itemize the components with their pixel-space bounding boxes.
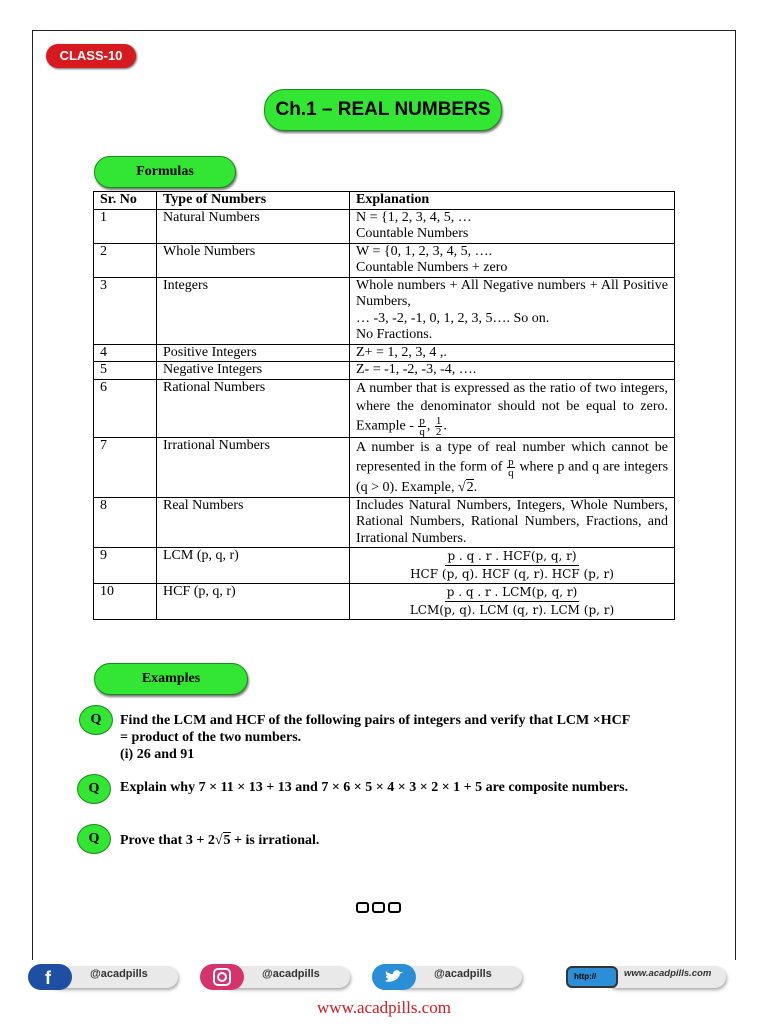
explanation xyxy=(350,548,675,584)
fraction-numerator: p xyxy=(419,414,425,427)
facebook-handle: @acadpills xyxy=(90,968,148,980)
formula-denominator: LCM(p, q). LCM (q, r). LCM (p, r) xyxy=(409,603,615,617)
table-row xyxy=(94,548,675,584)
row-number: 9 xyxy=(94,548,157,584)
row-number: 5 xyxy=(94,362,157,380)
formula-denominator: HCF (p, q). HCF (q, r). HCF (p, r) xyxy=(410,567,614,581)
fraction xyxy=(418,416,426,437)
explanation xyxy=(350,277,675,344)
question-3 xyxy=(120,832,640,849)
explanation-text: where p and q are integers (q > 0). Example, xyxy=(356,459,669,495)
question-text: + is irrational. xyxy=(230,833,320,848)
column-header: Sr. No xyxy=(94,192,157,210)
number-type: Real Numbers xyxy=(157,497,350,548)
website-handle: www.acadpills.com xyxy=(624,968,712,979)
fraction-denominator: 2 xyxy=(435,425,442,438)
fraction-denominator: q xyxy=(419,425,425,438)
explanation xyxy=(350,584,675,620)
formulas-table xyxy=(93,191,675,620)
chapter-title: Ch.1 – REAL NUMBERS xyxy=(264,89,502,131)
fraction-numerator: 1 xyxy=(435,414,442,427)
end-box xyxy=(356,902,369,913)
formulas-heading: Formulas xyxy=(94,156,236,188)
question-badge: Q xyxy=(77,824,111,854)
explanation-line: … -3, -2, -1, 0, 1, 2, 3, 5…. So on. xyxy=(356,310,550,326)
number-type: Negative Integers xyxy=(157,362,350,380)
explanation xyxy=(350,362,675,380)
instagram-link[interactable] xyxy=(200,964,352,990)
examples-heading: Examples xyxy=(94,663,248,695)
explanation-text: A number that is expressed as the ratio of two integers, where the denominator should not be equal to zero. Example - xyxy=(356,380,668,434)
number-type: Rational Numbers xyxy=(157,379,350,437)
table-row xyxy=(94,584,675,620)
fraction xyxy=(435,416,443,437)
fraction-numerator: p xyxy=(508,455,514,468)
end-marker xyxy=(356,902,401,913)
number-type: LCM (p, q, r) xyxy=(157,548,350,584)
explanation-line: Whole numbers + All Negative numbers + All Positive Numbers, xyxy=(356,277,668,309)
explanation xyxy=(350,209,675,243)
formula-numerator: p . q . r . LCM(p, q, r) xyxy=(445,584,580,602)
explanation-line: No Fractions. xyxy=(356,327,433,342)
lcm-formula xyxy=(356,548,668,583)
explanation-text: A number is a type of real number which cannot be represented in the form of xyxy=(356,439,668,475)
sqrt-value: 2 xyxy=(466,479,474,495)
question-badge: Q xyxy=(79,705,113,735)
number-type: Irrational Numbers xyxy=(157,437,350,497)
number-type: Whole Numbers xyxy=(157,243,350,277)
number-type: Integers xyxy=(157,277,350,344)
table-row xyxy=(94,344,675,362)
facebook-icon xyxy=(28,964,72,990)
row-number: 2 xyxy=(94,243,157,277)
website-link[interactable] xyxy=(566,964,730,990)
table-header-row xyxy=(94,192,675,210)
twitter-handle: @acadpills xyxy=(434,968,492,980)
row-number: 10 xyxy=(94,584,157,620)
question-part: (i) 26 and 91 xyxy=(120,747,195,762)
question-text: Prove that 3 + 2 xyxy=(120,833,215,848)
sqrt-symbol: √ xyxy=(214,833,223,848)
explanation-line: W = {0, 1, 2, 3, 4, 5, …. xyxy=(356,243,493,259)
twitter-link[interactable] xyxy=(372,964,524,990)
number-type: HCF (p, q, r) xyxy=(157,584,350,620)
table-row xyxy=(94,379,675,437)
end-box xyxy=(372,902,385,913)
explanation: A number that is expressed as the ratio of two integers, where the denominator should not be equal to zero. Example - $\frac{p}{q}$ , $\frac{1}{2}$ . xyxy=(350,379,675,437)
table-row xyxy=(94,243,675,277)
explanation xyxy=(350,243,675,277)
row-number: 7 xyxy=(94,437,157,497)
explanation xyxy=(350,344,675,362)
row-number: 3 xyxy=(94,277,157,344)
fraction-denominator: q xyxy=(508,466,514,479)
explanation-line: Countable Numbers xyxy=(356,226,469,241)
twitter-icon xyxy=(372,964,416,990)
column-header: Type of Numbers xyxy=(157,192,350,210)
explanation-line: Z- = -1, -2, -3, -4, …. xyxy=(356,362,477,377)
table-row xyxy=(94,277,675,344)
instagram-icon xyxy=(200,964,244,990)
explanation-line: Z+ = 1, 2, 3, 4 ,. xyxy=(356,344,447,360)
table-row xyxy=(94,497,675,548)
question-1 xyxy=(120,712,640,763)
sqrt-value: 5 xyxy=(223,833,231,848)
explanation: A number is a type of real number which cannot be represented in the form of $\frac{p}{q}$ where p and q are integers (q > 0). Example, √2. xyxy=(350,437,675,497)
question-badge: Q xyxy=(77,774,111,804)
row-number: 6 xyxy=(94,379,157,437)
facebook-link[interactable] xyxy=(28,964,180,990)
row-number: 8 xyxy=(94,497,157,548)
fraction xyxy=(507,457,515,478)
explanation-line: Countable Numbers + zero xyxy=(356,260,508,275)
formula-numerator: p . q . r . HCF(p, q, r) xyxy=(445,548,578,566)
question-2: Explain why 7 × 11 × 13 + 13 and 7 × 6 × 5 × 4 × 3 × 2 × 1 + 5 are composite numbers. xyxy=(120,780,629,795)
table-row xyxy=(94,362,675,380)
row-number: 4 xyxy=(94,344,157,362)
class-badge: CLASS-10 xyxy=(46,44,136,68)
instagram-handle: @acadpills xyxy=(262,968,320,980)
sqrt-symbol: √ xyxy=(457,479,466,495)
hcf-formula xyxy=(356,584,668,619)
end-box xyxy=(388,902,401,913)
table-row xyxy=(94,209,675,243)
row-number: 1 xyxy=(94,209,157,243)
explanation: Includes Natural Numbers, Integers, Whole Numbers, Rational Numbers, Rational Numbers, Fractions, and Irrational Numbers. xyxy=(350,497,675,548)
browser-icon: http:// xyxy=(566,966,618,988)
explanation-line: N = {1, 2, 3, 4, 5, … xyxy=(356,209,472,225)
question-text: Find the LCM and HCF of the following pairs of integers and verify that LCM ×HCF = product of the two numbers. xyxy=(120,713,630,745)
number-type: Positive Integers xyxy=(157,344,350,362)
table-row xyxy=(94,437,675,497)
svg-text:f: f xyxy=(45,968,51,988)
footer-url[interactable]: www.acadpills.com xyxy=(317,998,451,1017)
number-type: Natural Numbers xyxy=(157,209,350,243)
column-header: Explanation xyxy=(350,192,675,210)
